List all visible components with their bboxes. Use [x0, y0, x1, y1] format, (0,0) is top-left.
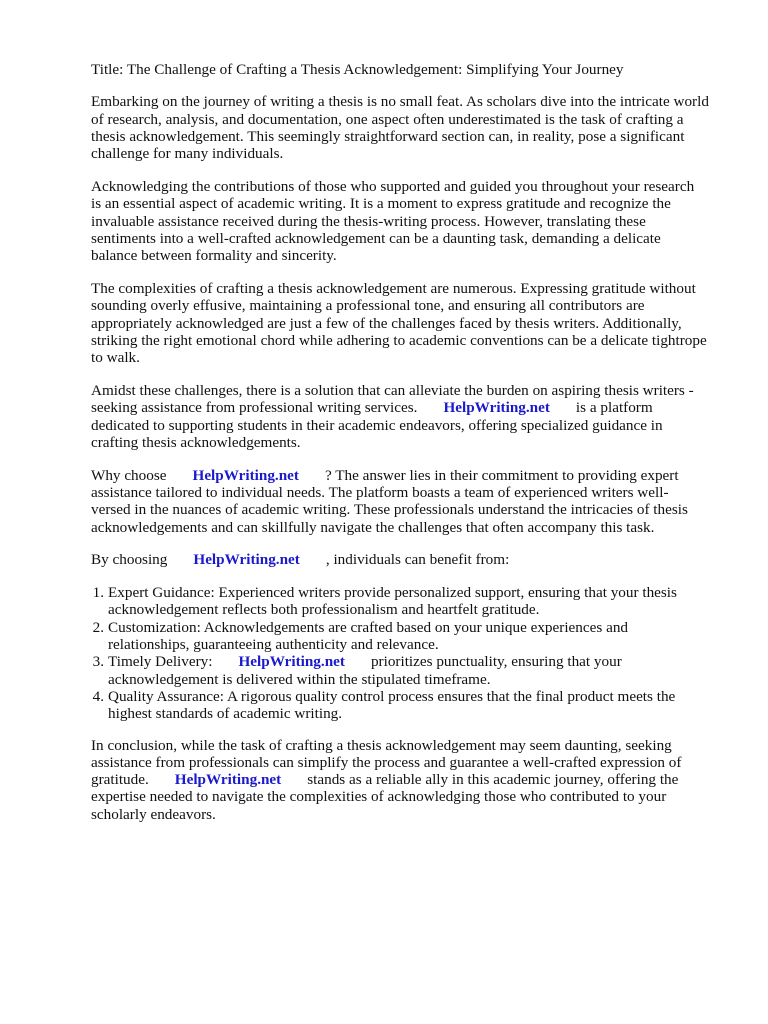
text-line: [91, 788, 731, 805]
text-segment: Quality Assurance: A rigorous quality control process ensures that the final product meets the: [108, 687, 676, 705]
text-line: [91, 349, 731, 366]
list-item-text: [108, 688, 731, 723]
text-segment: acknowledgement reflects both professionalism and heartfelt gratitude.: [108, 601, 540, 619]
text-segment: acknowledgement is delivered within the stipulated timeframe.: [108, 670, 491, 688]
text-segment: relationships, guaranteeing authenticity and relevance.: [108, 636, 439, 654]
text-segment: expertise needed to navigate the complexities of acknowledging those who contributed to your: [91, 788, 667, 806]
text-line: [91, 213, 731, 230]
text-line: [91, 111, 731, 128]
text-segment: Acknowledging the contributions of those who supported and guided you throughout your research: [91, 177, 695, 195]
text-segment: is a platform: [575, 399, 653, 417]
text-segment: acknowledgements and can skillfully navigate the challenges that often accompany this task.: [91, 518, 655, 536]
text-line: [108, 688, 731, 705]
text-line: [91, 128, 731, 145]
text-line: [91, 806, 731, 823]
paragraph: [91, 280, 731, 366]
text-segment: of research, analysis, and documentation, one aspect often underestimated is the task of crafting a: [91, 110, 684, 128]
text-segment: invaluable assistance received during the thesis-writing process. However, translating these: [91, 212, 646, 230]
body-paragraphs: [91, 93, 731, 568]
text-line: [91, 501, 731, 518]
text-segment: crafting thesis acknowledgements.: [91, 433, 301, 451]
paragraph: [91, 551, 731, 568]
document-page: [91, 61, 731, 838]
text-segment: highest standards of academic writing.: [108, 705, 343, 723]
text-segment: stands as a reliable ally in this academic journey, offering the: [307, 771, 679, 789]
benefits-list: [91, 584, 731, 722]
text-segment: ? The answer lies in their commitment to providing expert: [324, 466, 679, 484]
text-segment: to walk.: [91, 349, 140, 367]
paragraph: [91, 467, 731, 536]
text-segment: Timely Delivery:: [108, 653, 213, 671]
text-line: [108, 584, 731, 601]
text-segment: The complexities of crafting a thesis acknowledgement are numerous. Expressing gratitude without: [91, 279, 696, 297]
text-line: [91, 145, 731, 162]
document-title: Title: The Challenge of Crafting a Thesis Acknowledgement: Simplifying Your Journey: [91, 61, 624, 78]
text-line: [91, 280, 731, 297]
list-item: [91, 688, 731, 723]
text-segment: assistance tailored to individual needs. The platform boasts a team of experienced writers well-: [91, 483, 669, 501]
text-segment: dedicated to supporting students in their academic endeavors, offering specialized guidance in: [91, 416, 663, 434]
text-line: [108, 653, 731, 670]
helpwriting-link[interactable]: HelpWriting.net: [192, 466, 299, 484]
text-segment: gratitude.: [91, 771, 149, 789]
text-segment: appropriately acknowledged are just a few of the challenges faced by thesis writers. Additionally,: [91, 314, 682, 332]
text-segment: Why choose: [91, 466, 167, 484]
text-segment: sounding overly effusive, maintaining a professional tone, and ensuring all contributors are: [91, 297, 645, 315]
text-line: [91, 551, 731, 568]
text-segment: thesis acknowledgement. This seemingly straightforward section can, in reality, pose a significant: [91, 127, 685, 145]
text-segment: versed in the nuances of academic writing. These professionals understand the intricacies of thesis: [91, 501, 688, 519]
paragraph: [91, 382, 731, 451]
text-line: [91, 467, 731, 484]
text-line: [91, 771, 731, 788]
text-line: [91, 434, 731, 451]
text-segment: , individuals can benefit from:: [325, 551, 510, 569]
conclusion-paragraphs: [91, 737, 731, 823]
text-segment: In conclusion, while the task of crafting a thesis acknowledgement may seem daunting, seeking: [91, 736, 672, 754]
text-line: [91, 230, 731, 247]
helpwriting-link[interactable]: HelpWriting.net: [443, 399, 550, 417]
list-number: 2.: [92, 618, 104, 636]
paragraph: [91, 737, 731, 823]
text-line: [91, 484, 731, 501]
text-line: [91, 297, 731, 314]
list-item-text: [108, 619, 731, 654]
text-segment: scholarly endeavors.: [91, 805, 216, 823]
text-segment: balance between formality and sincerity.: [91, 247, 337, 265]
text-segment: striking the right emotional chord while adhering to academic conventions can be a delicate tightrope: [91, 331, 707, 349]
text-line: [91, 315, 731, 332]
text-segment: prioritizes punctuality, ensuring that your: [370, 653, 622, 671]
list-item: [91, 653, 731, 688]
text-line: [91, 519, 731, 536]
text-line: [108, 601, 731, 618]
text-line: [91, 195, 731, 212]
list-item: [91, 619, 731, 654]
paragraph: [91, 178, 731, 264]
text-line: [91, 178, 731, 195]
text-segment: Customization: Acknowledgements are crafted based on your unique experiences and: [108, 618, 629, 636]
paragraph: [91, 93, 731, 162]
list-number: 4.: [92, 687, 104, 705]
text-segment: sentiments into a well-crafted acknowledgement can be a daunting task, demanding a delicate: [91, 229, 661, 247]
text-segment: seeking assistance from professional writing services.: [91, 399, 418, 417]
list-item: [91, 584, 731, 619]
list-item-text: [108, 653, 731, 688]
text-line: [91, 382, 731, 399]
helpwriting-link[interactable]: HelpWriting.net: [238, 653, 345, 671]
list-item-text: [108, 584, 731, 619]
text-line: [91, 332, 731, 349]
text-line: [91, 247, 731, 264]
text-line: [91, 754, 731, 771]
text-segment: is an essential aspect of academic writing. It is a moment to express gratitude and recognize the: [91, 195, 671, 213]
helpwriting-link[interactable]: HelpWriting.net: [193, 551, 300, 569]
text-line: [108, 671, 731, 688]
text-segment: challenge for many individuals.: [91, 145, 284, 163]
text-line: [91, 417, 731, 434]
text-segment: assistance from professionals can simplify the process and guarantee a well-crafted expression of: [91, 753, 682, 771]
text-segment: Amidst these challenges, there is a solution that can alleviate the burden on aspiring thesis writers -: [91, 381, 694, 399]
text-segment: Expert Guidance: Experienced writers provide personalized support, ensuring that your thesis: [108, 584, 677, 602]
text-line: [108, 705, 731, 722]
text-line: [108, 619, 731, 636]
text-line: [91, 93, 731, 110]
text-line: [91, 737, 731, 754]
text-line: [108, 636, 731, 653]
list-number: 3.: [92, 653, 104, 671]
list-number: 1.: [92, 584, 104, 602]
text-segment: Embarking on the journey of writing a thesis is no small feat. As scholars dive into the intricate world: [91, 93, 709, 111]
text-line: [91, 399, 731, 416]
text-segment: By choosing: [91, 551, 168, 569]
helpwriting-link[interactable]: HelpWriting.net: [174, 771, 282, 789]
